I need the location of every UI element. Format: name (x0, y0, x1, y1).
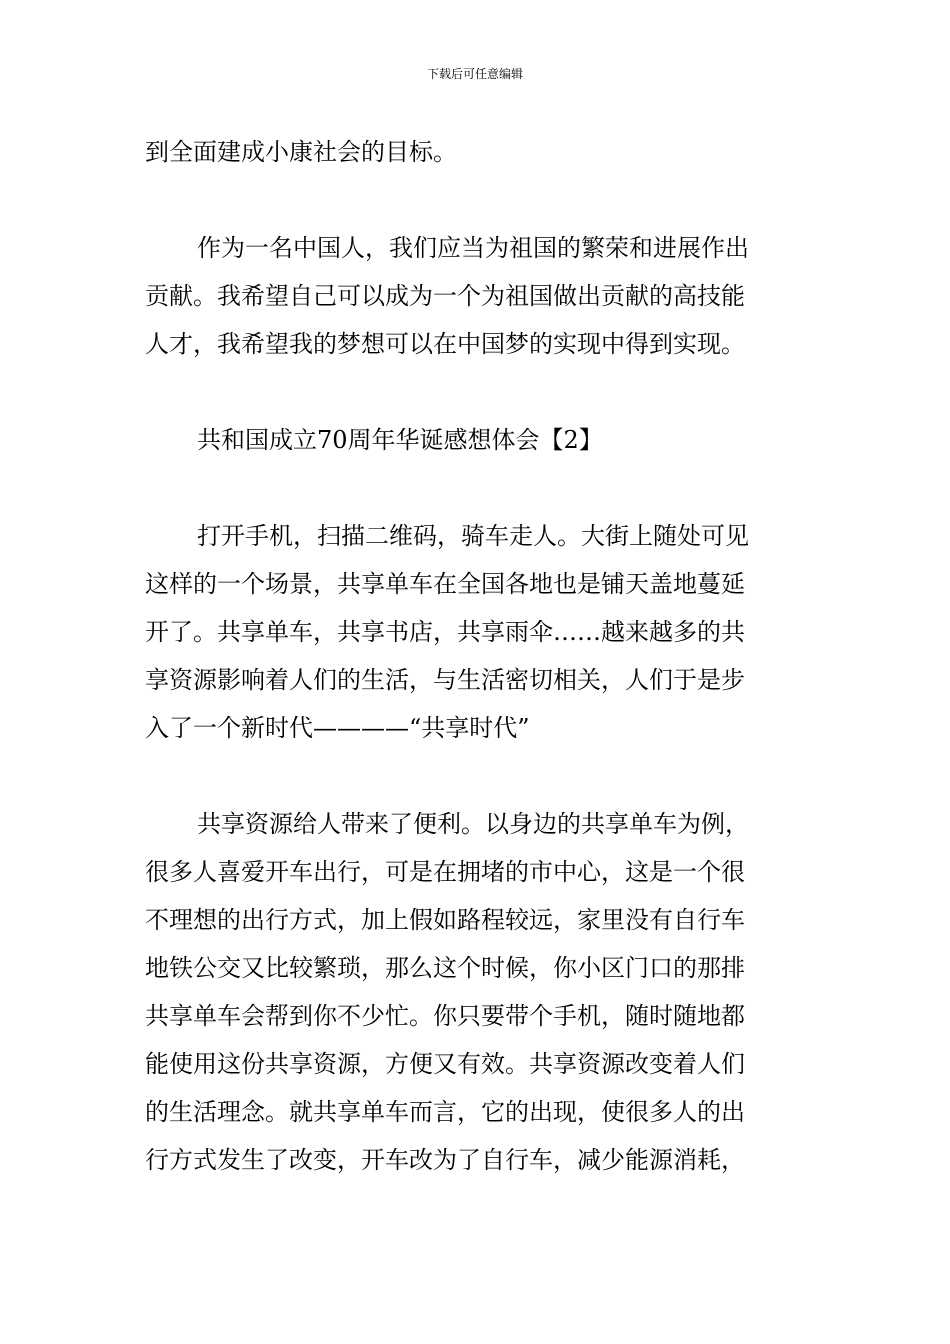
document-body (145, 128, 807, 1184)
page-header: 下载后可任意编辑 (426, 67, 523, 81)
text-line: 很多人喜爱开车出行，可是在拥堵的市中心，这是一个很 (145, 858, 745, 886)
paragraph (145, 224, 807, 368)
text-line: 共享单车会帮到你不少忙。你只要带个手机，随时随地都 (145, 1002, 745, 1030)
text-line: 打开手机，扫描二维码，骑车走人。大街上随处可见 (197, 522, 749, 550)
text-line: 享资源影响着人们的生活，与生活密切相关，人们于是步 (145, 666, 745, 694)
text-line: 贡献。我希望自己可以成为一个为祖国做出贡献的高技能 (145, 282, 745, 310)
paragraph-gap (145, 368, 807, 416)
text-line: 不理想的出行方式，加上假如路程较远，家里没有自行车 (145, 906, 745, 934)
text-line: 能使用这份共享资源，方便又有效。共享资源改变着人们 (145, 1050, 745, 1078)
paragraph-gap (145, 176, 807, 224)
text-line: 共和国成立70周年华诞感想体会【2】 (197, 426, 603, 454)
text-line: 地铁公交又比较繁琐，那么这个时候，你小区门口的那排 (145, 954, 745, 982)
text-line: 共享资源给人带来了便利。以身边的共享单车为例， (197, 810, 749, 838)
text-line: 的生活理念。就共享单车而言，它的出现，使很多人的出 (145, 1098, 745, 1126)
section-heading (145, 416, 807, 464)
paragraph (145, 512, 807, 752)
text-line: 到全面建成小康社会的目标。 (145, 138, 457, 166)
text-line: 这样的一个场景，共享单车在全国各地也是铺天盖地蔓延 (145, 570, 745, 598)
paragraph (145, 128, 807, 176)
text-line: 行方式发生了改变，开车改为了自行车，减少能源消耗， (145, 1146, 745, 1174)
text-line: 人才，我希望我的梦想可以在中国梦的实现中得到实现。 (145, 330, 745, 358)
text-line: 作为一名中国人，我们应当为祖国的繁荣和进展作出 (197, 234, 749, 262)
text-line: 入了一个新时代————“共享时代” (145, 714, 530, 742)
text-line: 开了。共享单车，共享书店，共享雨伞……越来越多的共 (145, 618, 745, 646)
paragraph-gap (145, 752, 807, 800)
paragraph (145, 800, 807, 1184)
paragraph-gap (145, 464, 807, 512)
